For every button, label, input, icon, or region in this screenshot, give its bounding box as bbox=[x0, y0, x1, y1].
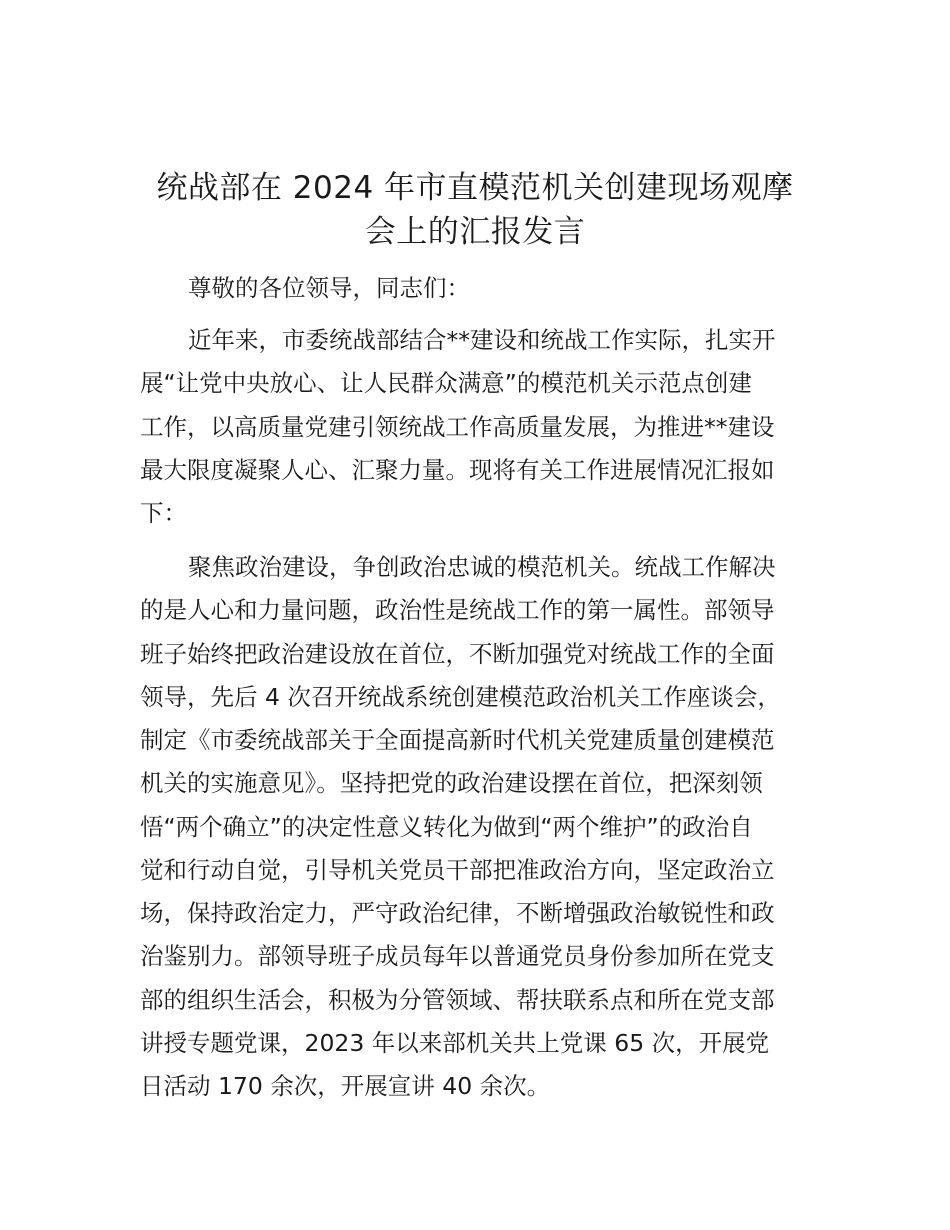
paragraph-2-line: 机关的实施意见》。坚持把党的政治建设摆在首位，把深刻领 bbox=[140, 769, 763, 797]
paragraph-2-line: 治鉴别力。部领导班子成员每年以普通党员身份参加所在党支 bbox=[140, 942, 775, 970]
paragraph-2-line: 悟“两个确立”的决定性意义转化为做到“两个维护”的政治自 bbox=[140, 813, 753, 841]
paragraph-2-line: 聚焦政治建设，争创政治忠诚的模范机关。统战工作解决 bbox=[188, 553, 776, 581]
paragraph-2-line: 班子始终把政治建设放在首位，不断加强党对统战工作的全面 bbox=[140, 640, 775, 668]
salutation: 尊敬的各位领导，同志们： bbox=[188, 274, 470, 302]
paragraph-1-line: 展“让党中央放心、让人民群众满意”的模范机关示范点创建 bbox=[140, 369, 752, 397]
paragraph-2-line: 日活动 170 余次，开展宣讲 40 余次。 bbox=[140, 1072, 551, 1100]
paragraph-1-line: 近年来，市委统战部结合**建设和统战工作实际，扎实开 bbox=[188, 326, 776, 354]
paragraph-2-line: 的是人心和力量问题，政治性是统战工作的第一属性。部领导 bbox=[140, 596, 775, 624]
paragraph-1-line: 最大限度凝聚人心、汇聚力量。现将有关工作进展情况汇报如 bbox=[140, 456, 775, 484]
paragraph-2-line: 觉和行动自觉，引导机关党员干部把准政治方向，坚定政治立 bbox=[140, 856, 775, 884]
paragraph-1-line: 下： bbox=[140, 499, 187, 527]
paragraph-2-line: 领导，先后 4 次召开统战系统创建模范政治机关工作座谈会， bbox=[140, 683, 781, 711]
paragraph-2-line: 讲授专题党课，2023 年以来部机关共上党课 65 次，开展党 bbox=[140, 1029, 770, 1057]
paragraph-2-line: 制定《市委统战部关于全面提高新时代机关党建质量创建模范 bbox=[140, 726, 775, 754]
paragraph-1-line: 工作，以高质量党建引领统战工作高质量发展，为推进**建设 bbox=[140, 413, 775, 441]
paragraph-2-line: 部的组织生活会，积极为分管领域、帮扶联系点和所在党支部 bbox=[140, 986, 775, 1014]
title-line-1: 统战部在 2024 年市直模范机关创建现场观摩 bbox=[156, 170, 794, 206]
title-line-2: 会上的汇报发言 bbox=[364, 214, 586, 250]
paragraph-2-line: 场，保持政治定力，严守政治纪律，不断增强政治敏锐性和政 bbox=[140, 899, 775, 927]
document-title bbox=[135, 166, 815, 254]
